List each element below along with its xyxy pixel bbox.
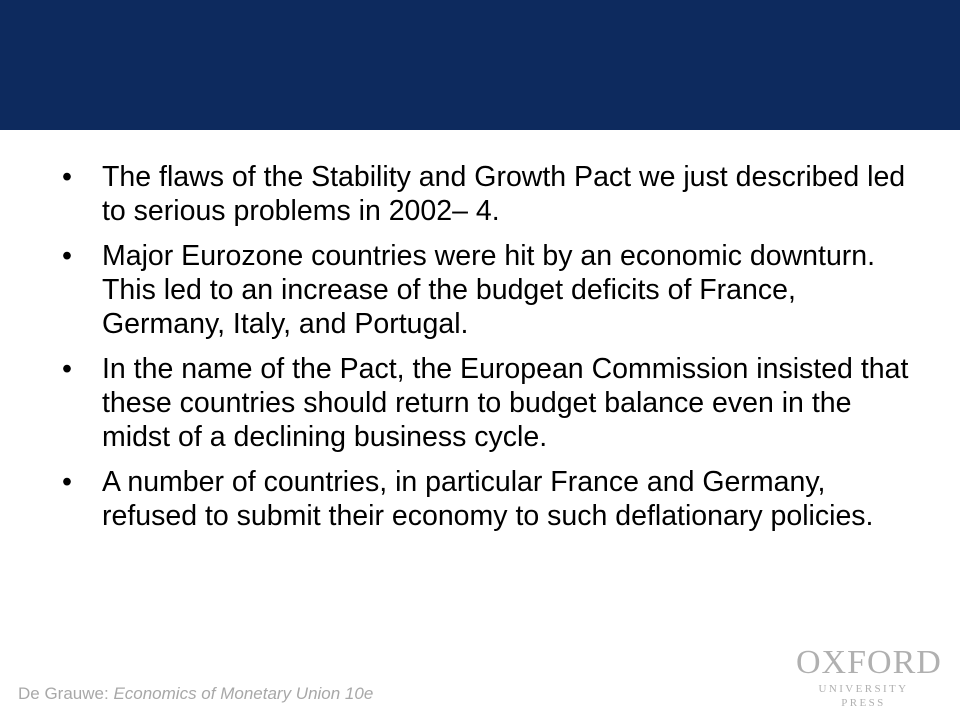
logo-main-text: OXFORD (796, 644, 942, 681)
bullet-text: A number of countries, in particular France and Germany, refused to submit their economy to such deflationary policies. (102, 466, 874, 532)
header-band (0, 0, 960, 130)
bullet-marker: • (62, 466, 72, 498)
footer-author: De Grauwe: (18, 684, 114, 703)
footer-book-title: Economics of Monetary Union 10e (113, 684, 374, 703)
logo-sub-text: UNIVERSITY PRESS (818, 683, 909, 709)
bullet-text: The flaws of the Stability and Growth Pact we just described led to serious problems in 2002– 4. (102, 161, 906, 227)
bullet-marker: • (62, 161, 72, 193)
bullet-item (62, 239, 922, 341)
publisher-logo (796, 644, 942, 710)
bullet-item (62, 465, 922, 533)
footer-credit (18, 684, 373, 704)
bullet-item (62, 352, 922, 454)
bullet-marker: • (62, 240, 72, 272)
bullet-list (62, 160, 922, 544)
bullet-item (62, 160, 922, 228)
bullet-marker: • (62, 353, 72, 385)
bullet-text: In the name of the Pact, the European Commission insisted that these countries should return to budget balance even in the midst of a declining business cycle. (102, 353, 909, 453)
bullet-text: Major Eurozone countries were hit by an economic downturn. This led to an increase of the budget deficits of France, Germany, Italy, and Portugal. (102, 240, 876, 340)
